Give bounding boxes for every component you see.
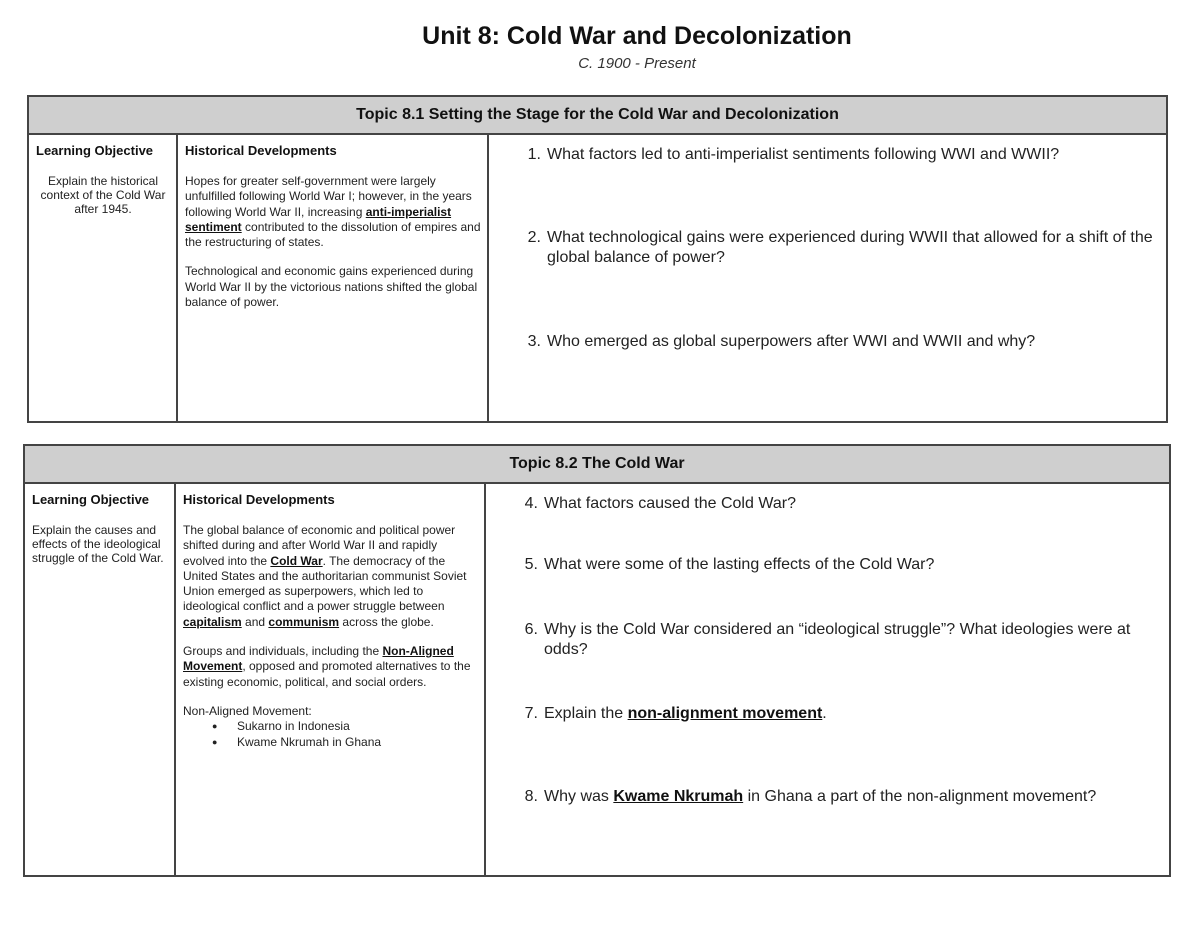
topic-heading: Topic 8.1 Setting the Stage for the Cold War and Decolonization — [29, 97, 1166, 135]
questions-column: 4. What factors caused the Cold War? 5. What were some of the lasting effects of the Cold War? 6. Why is the Cold War considered an “ideological struggle”? What ideologies were at odds? 7. Explain the non-alignment movement. 8. Why was Kwame Nkrumah in Ghana a part of the non-alignment movement? — [524, 495, 1131, 805]
hd-paragraph: Groups and individuals, including the Non-Aligned Movement, opposed and promoted alternatives to the existing economic, political, and social orders. — [183, 644, 471, 689]
key-term: Kwame Nkrumah — [613, 788, 744, 805]
learning-objective-text: Explain the historical context of the Cold War after 1945. — [40, 174, 166, 216]
hd-paragraph: The global balance of economic and political power shifted during and after World War II and rapidly evolved into the Cold War. The democracy of the United States and the authoritarian communist Soviet Union emerged as superpowers, which led to ideological conflict and a power struggle between capitalism and communism across the globe. — [183, 523, 467, 629]
historical-developments-column — [176, 484, 486, 875]
learning-objective-label: Learning Objective — [32, 492, 150, 507]
key-term: anti-imperialist sentiment — [185, 204, 452, 234]
questions-column: 1. What factors led to anti-imperialist sentiments following WWI and WWII? 2. What technological gains were experienced during WWII that allowed for a shift of the global balance of power? 3. Who emerged as global superpowers after WWI and WWII and why? — [527, 146, 1153, 350]
learning-objective-label: Learning Objective — [36, 143, 154, 158]
topic-8-2-table — [23, 444, 1171, 877]
list-item: ● Kwame Nkrumah in Ghana — [183, 735, 478, 750]
key-term: capitalism — [183, 614, 242, 629]
topic-8-1-table — [27, 95, 1168, 423]
historical-developments-label: Historical Developments — [185, 143, 337, 158]
list-item: ● Sukarno in Indonesia — [183, 719, 478, 734]
hd-paragraph: Technological and economic gains experienced during World War II by the victorious nations shifted the global balance of power. — [185, 264, 478, 310]
hd-paragraph: Hopes for greater self-government were largely unfulfilled following World War I; however, in the years following World War II, increasing anti-imperialist sentiment contributed to the dissolution of empires and the restructuring of states. — [185, 174, 481, 250]
key-term: communism — [268, 614, 340, 629]
hd-paragraph — [183, 704, 478, 750]
learning-objective-column — [25, 484, 176, 875]
non-aligned-list — [183, 719, 478, 750]
key-term: Cold War — [270, 553, 323, 568]
key-term: non-alignment movement — [627, 705, 823, 722]
historical-developments-text — [185, 174, 481, 324]
page-subtitle: C. 1900 - Present — [578, 55, 696, 72]
non-aligned-label: Non-Aligned Movement: — [183, 703, 312, 718]
topic-heading: Topic 8.2 The Cold War — [25, 446, 1169, 484]
learning-objective-text: Explain the causes and effects of the ideological struggle of the Cold War. — [32, 523, 164, 565]
historical-developments-column — [178, 135, 489, 421]
page-title: Unit 8: Cold War and Decolonization — [422, 22, 852, 50]
key-term: Non-Aligned Movement — [183, 644, 454, 674]
historical-developments-text — [183, 523, 478, 750]
learning-objective-column — [29, 135, 178, 421]
historical-developments-label: Historical Developments — [183, 492, 335, 507]
